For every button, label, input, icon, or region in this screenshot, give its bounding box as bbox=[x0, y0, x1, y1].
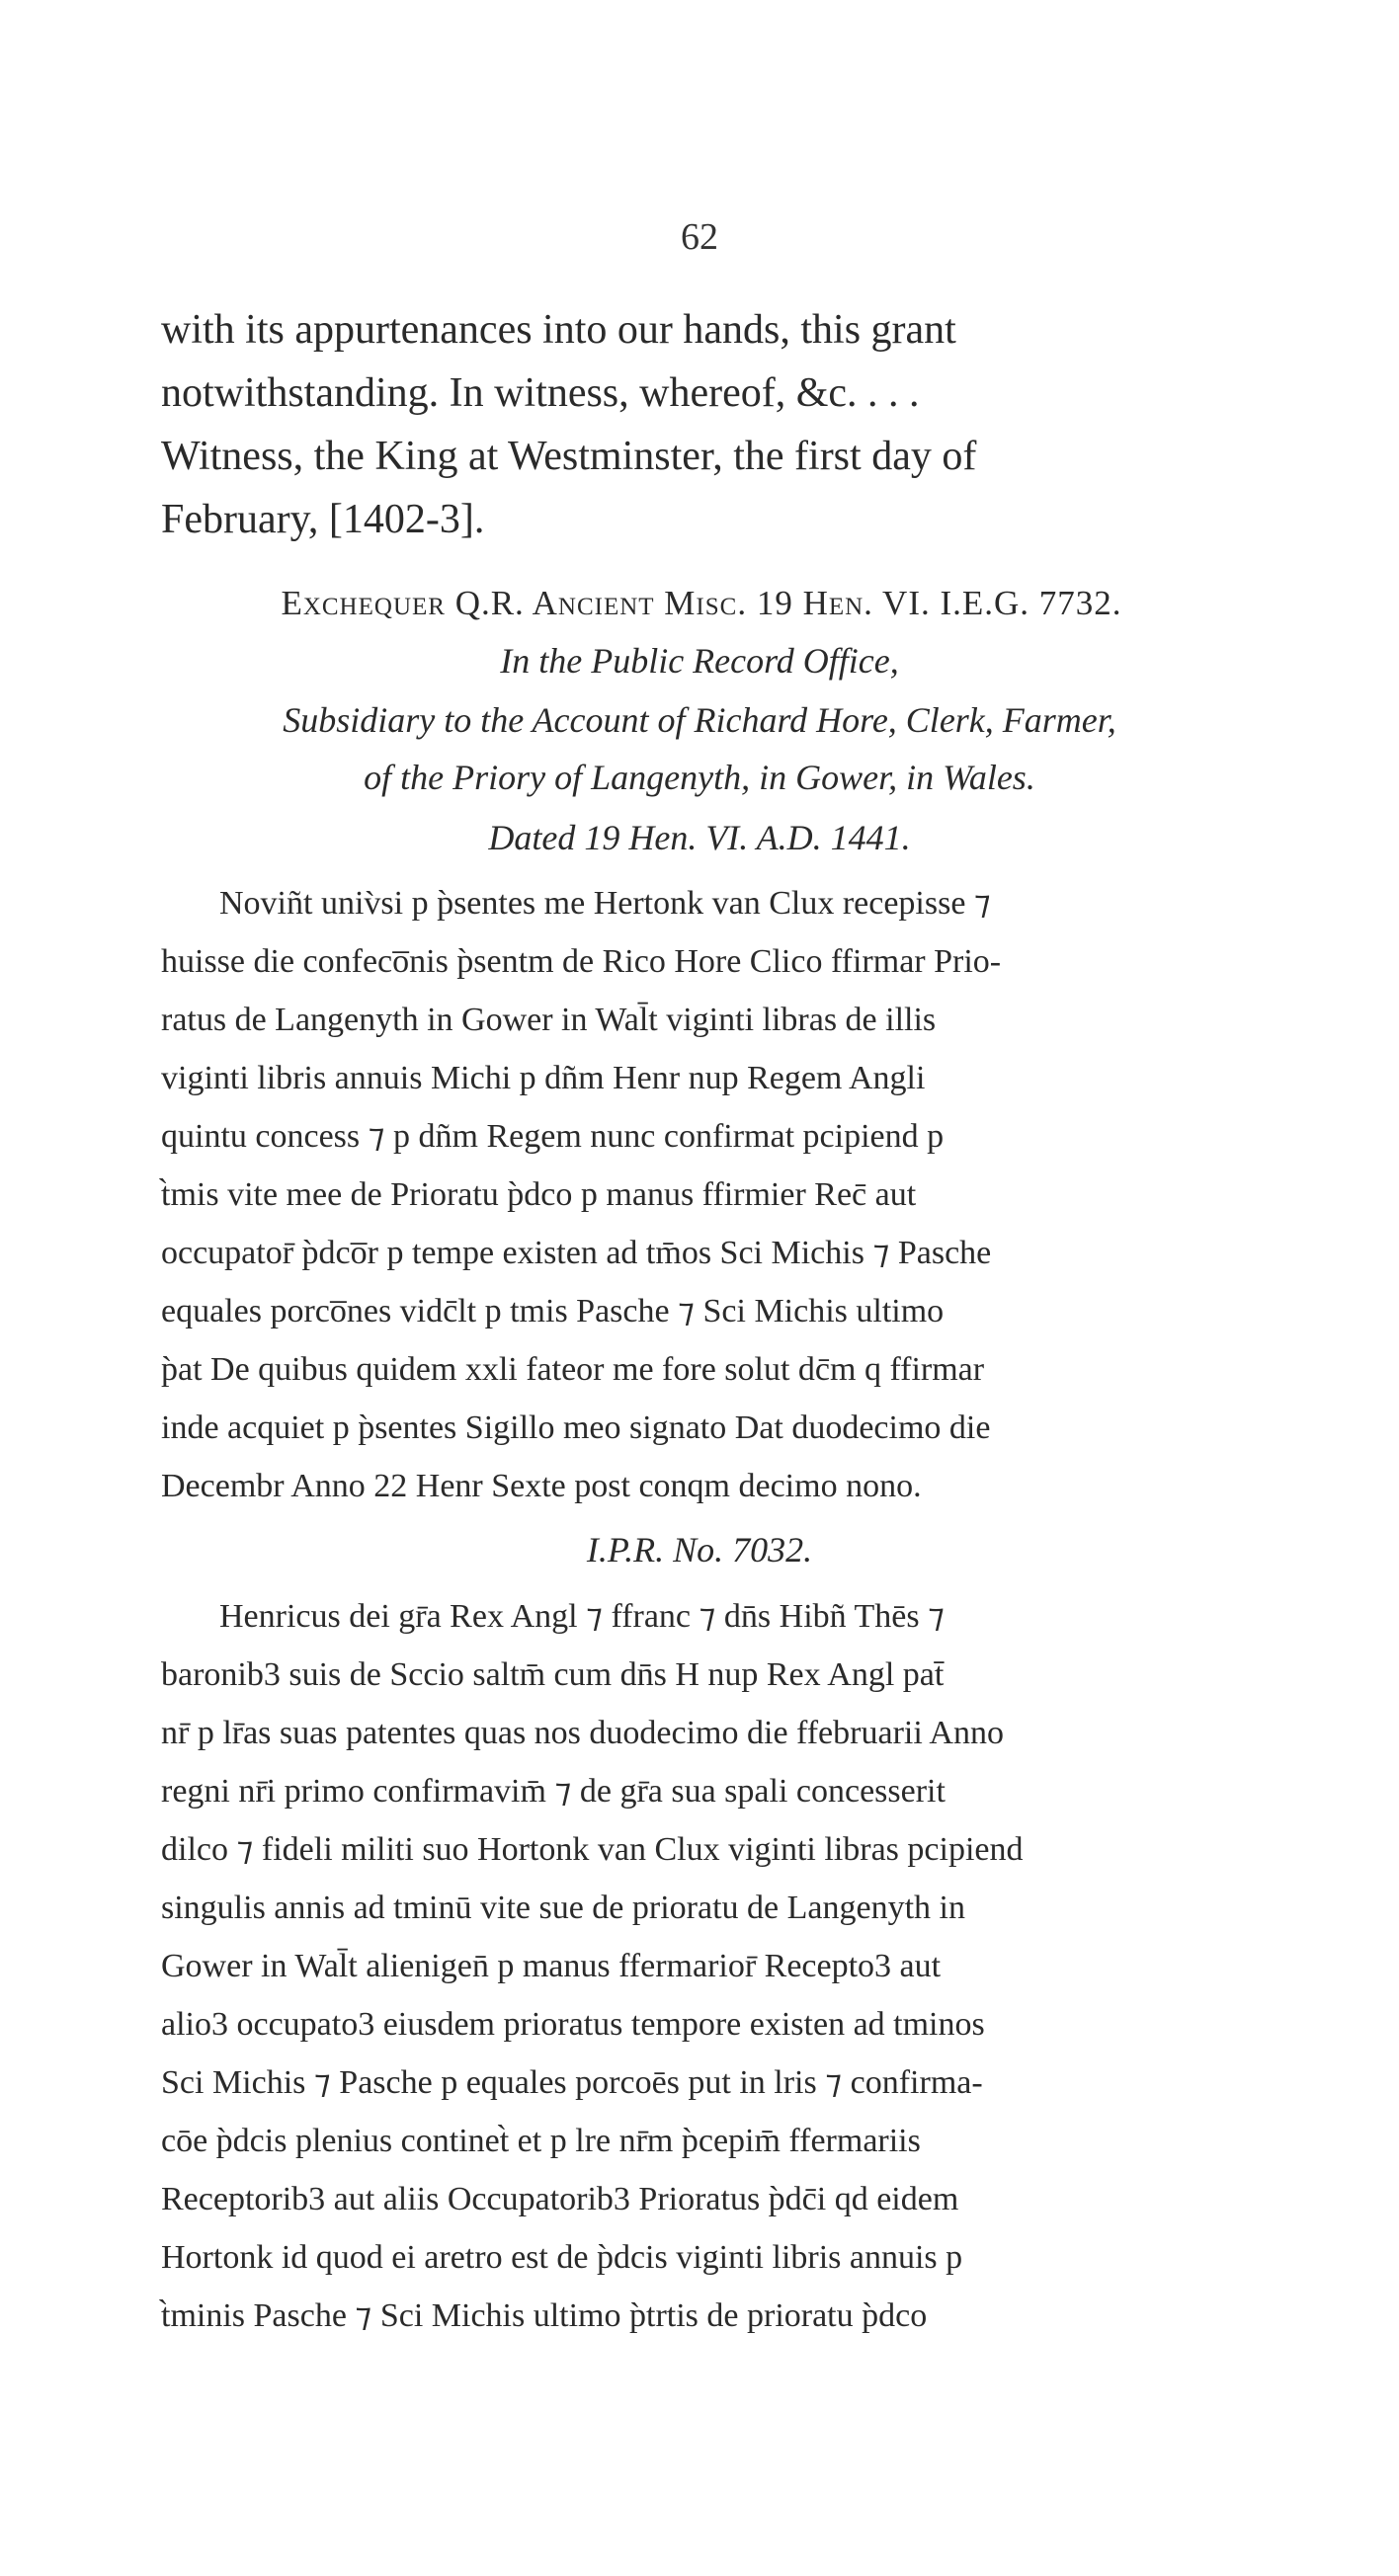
document-line: Decembr Anno 22 Henr Sexte post conqm decimo nono. bbox=[161, 1468, 922, 1504]
document-line: Sci Michis ⁊ Pasche p equales porcoēs put in lris ⁊ confirma- bbox=[161, 2064, 983, 2101]
continuation-line: notwithstanding. In witness, whereof, &c. . . . bbox=[161, 370, 920, 416]
document-line: t̀minis Pasche ⁊ Sci Michis ultimo p̀trtis de prioratu p̀dco bbox=[161, 2297, 928, 2334]
document-line: Gower in Wal̄t alienigen̄ p manus ffermarior̄ Recepto3 aut bbox=[161, 1948, 942, 1984]
document-line: Hortonk id quod ei aretro est de p̀dcis viginti libris annuis p bbox=[161, 2239, 963, 2276]
exchequer-reference: Exchequer Q.R. Ancient Misc. 19 Hen. VI. I.E.G. 7732. bbox=[281, 584, 1122, 622]
continuation-line: with its appurtenances into our hands, this grant bbox=[161, 307, 956, 353]
document-line: t̀mis vite mee de Prioratu p̀dco p manus ffirmier Rec̄ aut bbox=[161, 1176, 917, 1213]
continuation-line: February, [1402-3]. bbox=[161, 497, 485, 542]
document-line: baronib3 suis de Sccio saltm̄ cum dn̄s H nup Rex Angl pat̄ bbox=[161, 1656, 945, 1693]
document-line: nr̄ p lr̄as suas patentes quas nos duodecimo die ffebruarii Anno bbox=[161, 1715, 1004, 1751]
document-line: regni nr̄i primo confirmavim̄ ⁊ de gr̄a sua spali concesserit bbox=[161, 1773, 946, 1810]
document-line: viginti libris annuis Michi p dñm Henr nup Regem Angli bbox=[161, 1060, 926, 1096]
document-line: quintu concess ⁊ p dñm Regem nunc confirmat pcipiend p bbox=[161, 1118, 945, 1155]
document-line: equales porco̅nes vidc̄lt p tmis Pasche ⁊ Sci Michis ultimo bbox=[161, 1293, 945, 1329]
document-line: huisse die confeco̅nis p̀sentm de Rico Hore Clico ffirmar Prio- bbox=[161, 943, 1002, 980]
subsidiary-line: Subsidiary to the Account of Richard Hore, Clerk, Farmer, bbox=[283, 700, 1116, 740]
document-line: cōe p̀dcis plenius continet̀ et p lre nr̄m p̀cepim̄ ffermariis bbox=[161, 2123, 921, 2159]
document-line: singulis annis ad tminū vite sue de prioratu de Langenyth in bbox=[161, 1890, 965, 1926]
document-line: dilco ⁊ fideli militi suo Hortonk van Clux viginti libras pcipiend bbox=[161, 1831, 1024, 1868]
document-line: Receptorib3 aut aliis Occupatorib3 Prioratus p̀dc̄i qd eidem bbox=[161, 2181, 959, 2217]
document-line: p̀at De quibus quidem xxli fateor me fore solut dc̄m q ffirmar bbox=[161, 1351, 985, 1388]
priory-line: of the Priory of Langenyth, in Gower, in Wales. bbox=[364, 758, 1035, 797]
document-line: Henricus dei gr̄a Rex Angl ⁊ ffranc ⁊ dn̄s Hibñ Thēs ⁊ bbox=[219, 1598, 946, 1635]
document-line: inde acquiet p p̀sentes Sigillo meo signato Dat duodecimo die bbox=[161, 1409, 991, 1446]
page-number: 62 bbox=[681, 216, 718, 258]
document-line: ratus de Langenyth in Gower in Wal̄t viginti libras de illis bbox=[161, 1002, 937, 1038]
document-line: occupator̄ p̀dco̅r p tempe existen ad tm̄os Sci Michis ⁊ Pasche bbox=[161, 1235, 992, 1271]
document-line: Noviñt univ̀si p p̀sentes me Hertonk van Clux recepisse ⁊ bbox=[219, 885, 991, 922]
continuation-line: Witness, the King at Westminster, the first day of bbox=[161, 434, 977, 479]
ipr-reference: I.P.R. No. 7032. bbox=[586, 1530, 813, 1570]
record-office-line: In the Public Record Office, bbox=[500, 641, 899, 681]
dated-line: Dated 19 Hen. VI. A.D. 1441. bbox=[488, 818, 911, 857]
document-line: alio3 occupato3 eiusdem prioratus tempore existen ad tminos bbox=[161, 2006, 985, 2043]
